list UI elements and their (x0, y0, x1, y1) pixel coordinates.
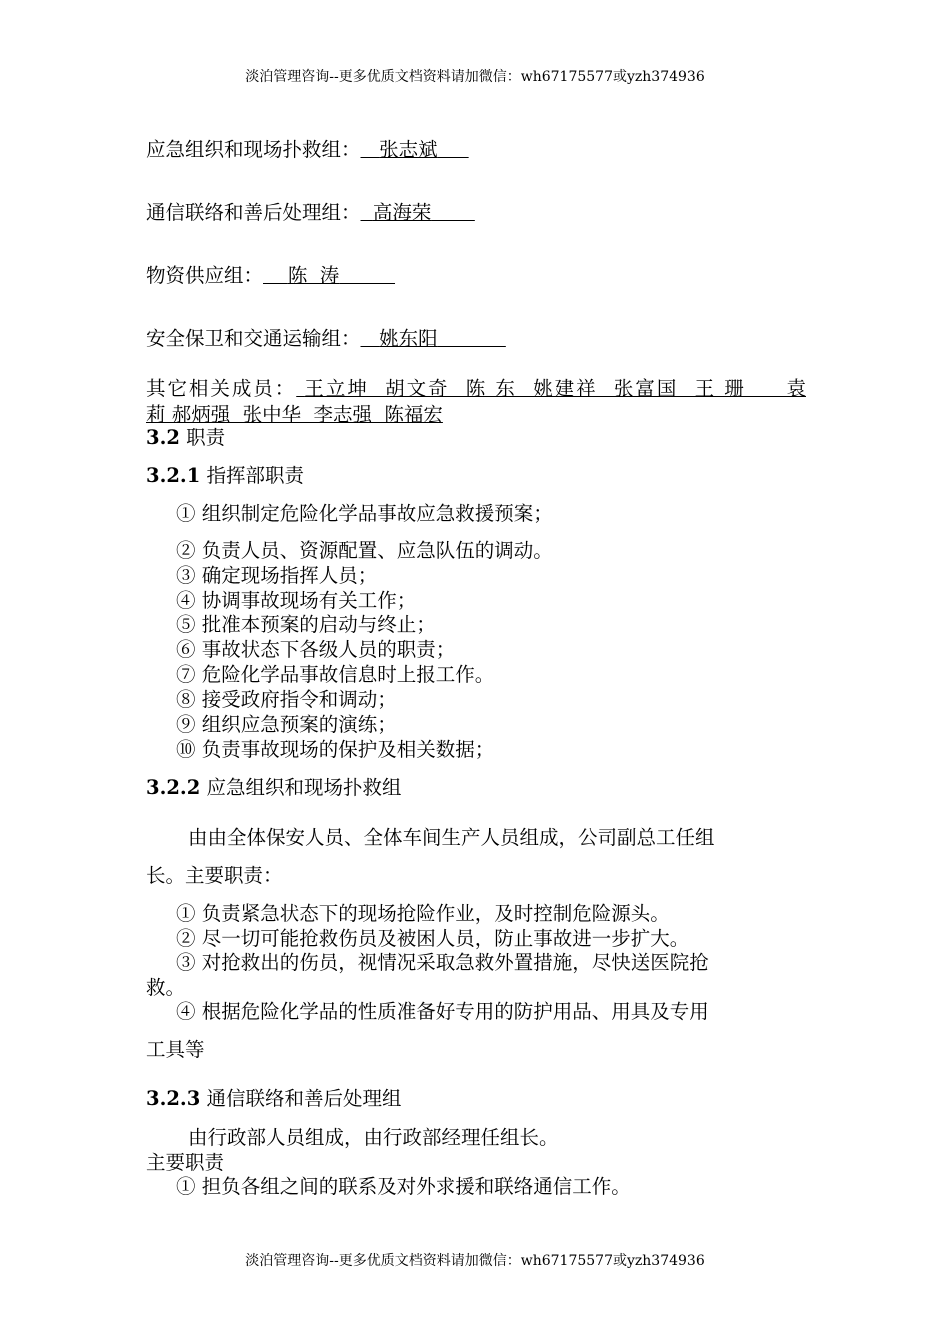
list-item: ⑦ 危险化学品事故信息时上报工作。 (176, 663, 495, 686)
role-rescue (146, 138, 469, 162)
list-item: ⑩ 负责事故现场的保护及相关数据； (176, 738, 495, 761)
members-line-2 (146, 403, 443, 427)
role-label: 物资供应组： (146, 264, 264, 287)
members-names-1: 王立坤 胡文奇 陈 东 姚建祥 张富国 王 珊 袁 (304, 377, 806, 400)
members-line-1: 其它相关成员： 王立坤 胡文奇 陈 东 姚建祥 张富国 王 珊 袁 (146, 377, 806, 400)
list-item: ① 负责紧急状态下的现场抢险作业，及时控制危险源头。 (176, 902, 670, 925)
list-item: ③ 对抢救出的伤员，视情况采取急救外置措施，尽快送医院抢 (176, 951, 709, 974)
role-label: 通信联络和善后处理组： (146, 201, 361, 224)
paragraph: 主要职责 (146, 1151, 225, 1174)
paragraph: 由由全体保安人员、全体车间生产人员组成，公司副总工任组 (188, 826, 715, 849)
list-item: 救。 (146, 976, 186, 999)
role-communication (146, 201, 475, 225)
list-item: ① 组织制定危险化学品事故应急救援预案； (176, 502, 553, 525)
list-item: ③ 确定现场指挥人员； (176, 564, 378, 587)
paragraph: 由行政部人员组成，由行政部经理任组长。 (188, 1126, 559, 1149)
list-item: ⑨ 组织应急预案的演练； (176, 713, 397, 736)
role-supply (146, 264, 395, 288)
list-item: ④ 协调事故现场有关工作； (176, 589, 417, 612)
list-item: 工具等 (146, 1038, 205, 1061)
section-3-2-2-heading: 3.2.2 应急组织和现场扑救组 (146, 776, 402, 799)
section-3-2-3-heading: 3.2.3 通信联络和善后处理组 (146, 1087, 402, 1110)
role-value: 姚东阳 (379, 327, 438, 350)
role-label: 安全保卫和交通运输组： (146, 327, 361, 350)
role-value: 陈 涛 (287, 264, 340, 287)
list-item: ⑧ 接受政府指令和调动； (176, 688, 397, 711)
list-item: ① 担负各组之间的联系及对外求援和联络通信工作。 (176, 1175, 631, 1198)
section-3-2-heading: 3.2 职责 (146, 426, 226, 449)
list-item: ⑤ 批准本预案的启动与终止； (176, 613, 436, 636)
list-item: ② 负责人员、资源配置、应急队伍的调动。 (176, 539, 553, 562)
page-footer: 淡泊管理咨询--更多优质文档资料请加微信：wh67175577或yzh374936 (245, 1253, 705, 1269)
role-value: 张志斌 (379, 138, 438, 161)
list-item: ② 尽一切可能抢救伤员及被困人员，防止事故进一步扩大。 (176, 927, 690, 950)
role-label: 应急组织和现场扑救组： (146, 138, 361, 161)
list-item: ⑥ 事故状态下各级人员的职责； (176, 638, 456, 661)
list-item: ④ 根据危险化学品的性质准备好专用的防护用品、用具及专用 (176, 1000, 709, 1023)
role-value: 高海荣 (372, 201, 432, 224)
page-header: 淡泊管理咨询--更多优质文档资料请加微信：wh67175577或yzh374936 (245, 69, 705, 85)
members-names-2: 莉 郝炳强 张中华 李志强 陈福宏 (146, 403, 443, 426)
role-security (146, 327, 506, 351)
section-3-2-1-heading: 3.2.1 指挥部职责 (146, 464, 305, 487)
paragraph: 长。主要职责： (146, 864, 283, 887)
